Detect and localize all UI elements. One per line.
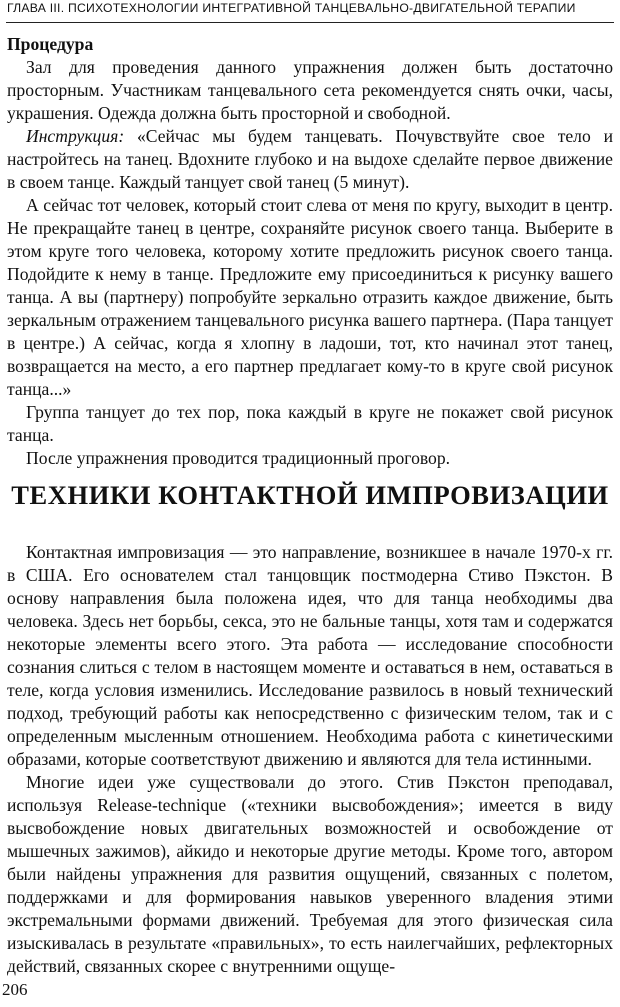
page-number: 206 <box>2 980 28 999</box>
procedure-paragraph-5: После упражнения проводится традиционный проговор. <box>26 448 451 468</box>
instruction-text: «Сейчас мы будем танцевать. Почувствуйте свое тело и настройтесь на танец. Вдохните глубоко и на выдохе сделайте первое движение в своем танце. Каждый танцует свой танец (5 минут). <box>7 126 613 192</box>
section-heading: ТЕХНИКИ КОНТАКТНОЙ ИМПРОВИЗАЦИИ <box>11 480 609 510</box>
section-paragraph-1: Контактная импровизация — это направление, возникшее в начале 1970-х гг. в США. Его основателем стал танцовщик постмодерна Стиво Пэкстон. В основу направления была положена идея, что для танца необходимы два человека. Здесь нет борьбы, секса, это не бальные танцы, хотя там и содержатся некоторые элементы всего этого. Эта работа — исследование способности сознания слиться с телом в настоящем моменте и оставаться в нем, оставаться в теле, когда условия изменились. Исследование развилось в новый технический подход, требующий работы как непосредственно с физическим телом, так и с определенным мысленным отношением. Необходима работа с кинетическими образами, которые соответствуют движению и являются для тела истинными. <box>7 542 613 769</box>
header-rule <box>6 22 614 23</box>
instruction-label: Инструкция: <box>26 126 125 146</box>
section-block <box>7 541 613 978</box>
running-head: ГЛАВА III. ПСИХОТЕХНОЛОГИИ ИНТЕГРАТИВНОЙ ТАНЦЕВАЛЬНО-ДВИГАТЕЛЬНОЙ ТЕРАПИИ <box>7 1 576 15</box>
section-paragraph-2: Многие идеи уже существовали до этого. Стив Пэкстон преподавал, используя Release-technique («техники высвобождения»; имеется в виду высвобождение новых двигательных возможностей и освобождение от мышечных зажимов), айкидо и некоторые другие методы. Кроме того, автором были найдены упражнения для развития ощущений, связанных с полетом, поддержками и для формирования навыков уверенного владения этими экстремальными формами движений. Требуемая для этого физическая сила изыскивалась в результате «правильных», то есть наилегчайших, рефлекторных действий, связанных скорее с внутренними ощуще- <box>7 772 613 976</box>
procedure-paragraph-3: А сейчас тот человек, который стоит слева от меня по кругу, выходит в центр. Не прекращайте танец в центре, сохраняйте рисунок своего танца. Выберите в этом круге того человека, которому хотите предложить рисунок своего танца. Подойдите к нему в танце. Предложите ему присоединиться к рисунку вашего танца. А вы (партнеру) попробуйте зеркально отразить каждое движение, быть зеркальным отражением танцевального рисунка вашего партнера. (Пара танцует в центре.) А сейчас, когда я хлопну в ладоши, тот, кто начинал этот танец, возвращается на место, а его партнер предлагает кому-то в круге свой рисунок танца...» <box>7 195 613 399</box>
procedure-subheading: Процедура <box>7 34 94 54</box>
procedure-paragraph-1: Зал для проведения данного упражнения должен быть достаточно просторным. Участникам танцевального сета рекомендуется снять очки, часы, украшения. Одежда должна быть просторной и свободной. <box>7 57 613 123</box>
instruction-paragraph <box>7 125 613 194</box>
procedure-block <box>7 33 613 470</box>
procedure-paragraph-4: Группа танцует до тех пор, пока каждый в круге не покажет свой рисунок танца. <box>7 402 613 445</box>
